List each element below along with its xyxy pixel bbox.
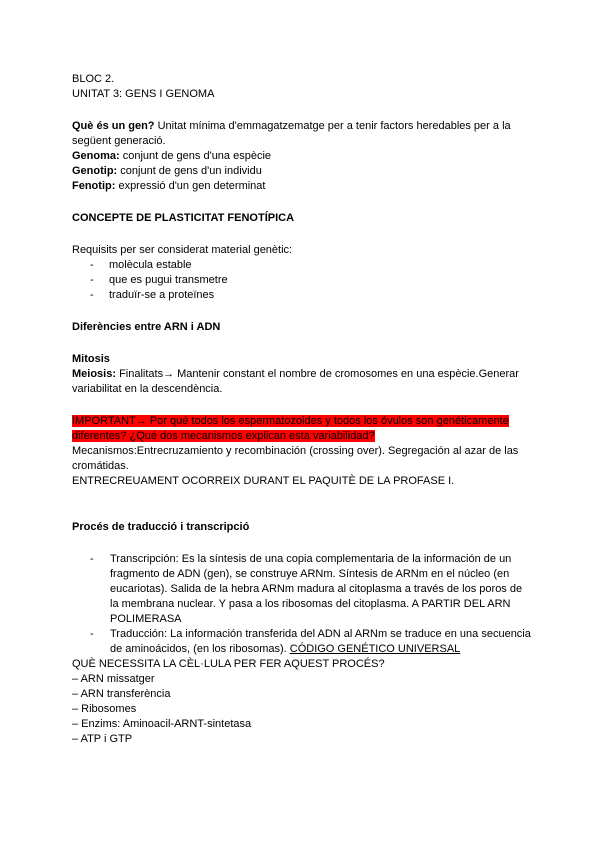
- arn-adn-heading: Diferències entre ARN i ADN: [72, 321, 221, 333]
- requisites-intro: Requisits per ser considerat material genètic:: [72, 244, 293, 256]
- meiosis-paragraph: Meiosis: Finalitats→ Mantenir constant el nombre de cromosomes en una espècie.Generar variabilitat en la descendència.: [72, 368, 519, 395]
- needs-heading: QUÈ NECESSITA LA CÈL·LULA PER FER AQUEST PROCÉS?: [72, 658, 385, 670]
- important-note: [72, 414, 532, 444]
- mitosis-heading: Mitosis: [72, 353, 110, 365]
- needs-item: – Enzims: Aminoacil-ARNT-sintetasa: [72, 718, 252, 730]
- definition-gene: Què és un gen? Unitat mínima d'emmagatzematge per a tenir factors heredables per a la següent generació.: [72, 120, 511, 147]
- document-page: [72, 72, 532, 747]
- bloc-label: BLOC 2.: [72, 73, 115, 85]
- needs-item: – ARN transferència: [72, 688, 171, 700]
- list-item: - que es pugui transmetre: [72, 273, 532, 288]
- definition-genotype: Genotip: conjunt de gens d'un individu: [72, 165, 262, 177]
- entrecreuament-paragraph: ENTRECREUAMENT OCORREIX DURANT EL PAQUITÈ DE LA PROFASE I.: [72, 475, 455, 487]
- requisites-list: [72, 258, 532, 303]
- list-item-transcription: - Transcripción: Es la síntesis de una copia complementaria de la información de un fragmento de ADN (gen), se construye ARNm. Síntesis de ARNm en el núcleo (en eucariotas). Salida de la hebra ARNm madura al citoplasma a través de los poros de la membrana nuclear. Y pasa a los ribosomas del citoplasma. A PARTIR DEL ARN POLIMERASA: [72, 552, 532, 627]
- needs-item: – ATP i GTP: [72, 733, 133, 745]
- list-item-translation: - Traducción: La información transferida del ADN al ARNm se traduce en una secuencia de aminoácidos, (en los ribosomas). CÓDIGO GENÉTICO UNIVERSAL: [72, 627, 532, 657]
- genetic-code-underlined: CÓDIGO GENÉTICO UNIVERSAL: [289, 643, 461, 655]
- process-list: [72, 552, 532, 657]
- important-highlight: IMPORTANT→ Por qué todos los espermatozoides y todos los óvulos son genéticamente diferentes? ¿Qué dos mecanismos explican esta variabilidad?: [72, 415, 509, 442]
- needs-item: – Ribosomes: [72, 703, 137, 715]
- process-heading: Procés de traducció i transcripció: [72, 521, 250, 533]
- list-item: - molècula estable: [72, 258, 532, 273]
- mechanisms-paragraph: Mecanismos:Entrecruzamiento y recombinación (crossing over). Segregación al azar de las cromátidas.: [72, 445, 519, 472]
- unit-title: UNITAT 3: GENS I GENOMA: [72, 88, 215, 100]
- definition-phenotype: Fenotip: expressió d'un gen determinat: [72, 180, 266, 192]
- needs-item: – ARN missatger: [72, 673, 155, 685]
- list-item: - traduïr-se a proteïnes: [72, 288, 532, 303]
- definition-genome: Genoma: conjunt de gens d'una espècie: [72, 150, 272, 162]
- plasticity-heading: CONCEPTE DE PLASTICITAT FENOTÍPICA: [72, 212, 295, 224]
